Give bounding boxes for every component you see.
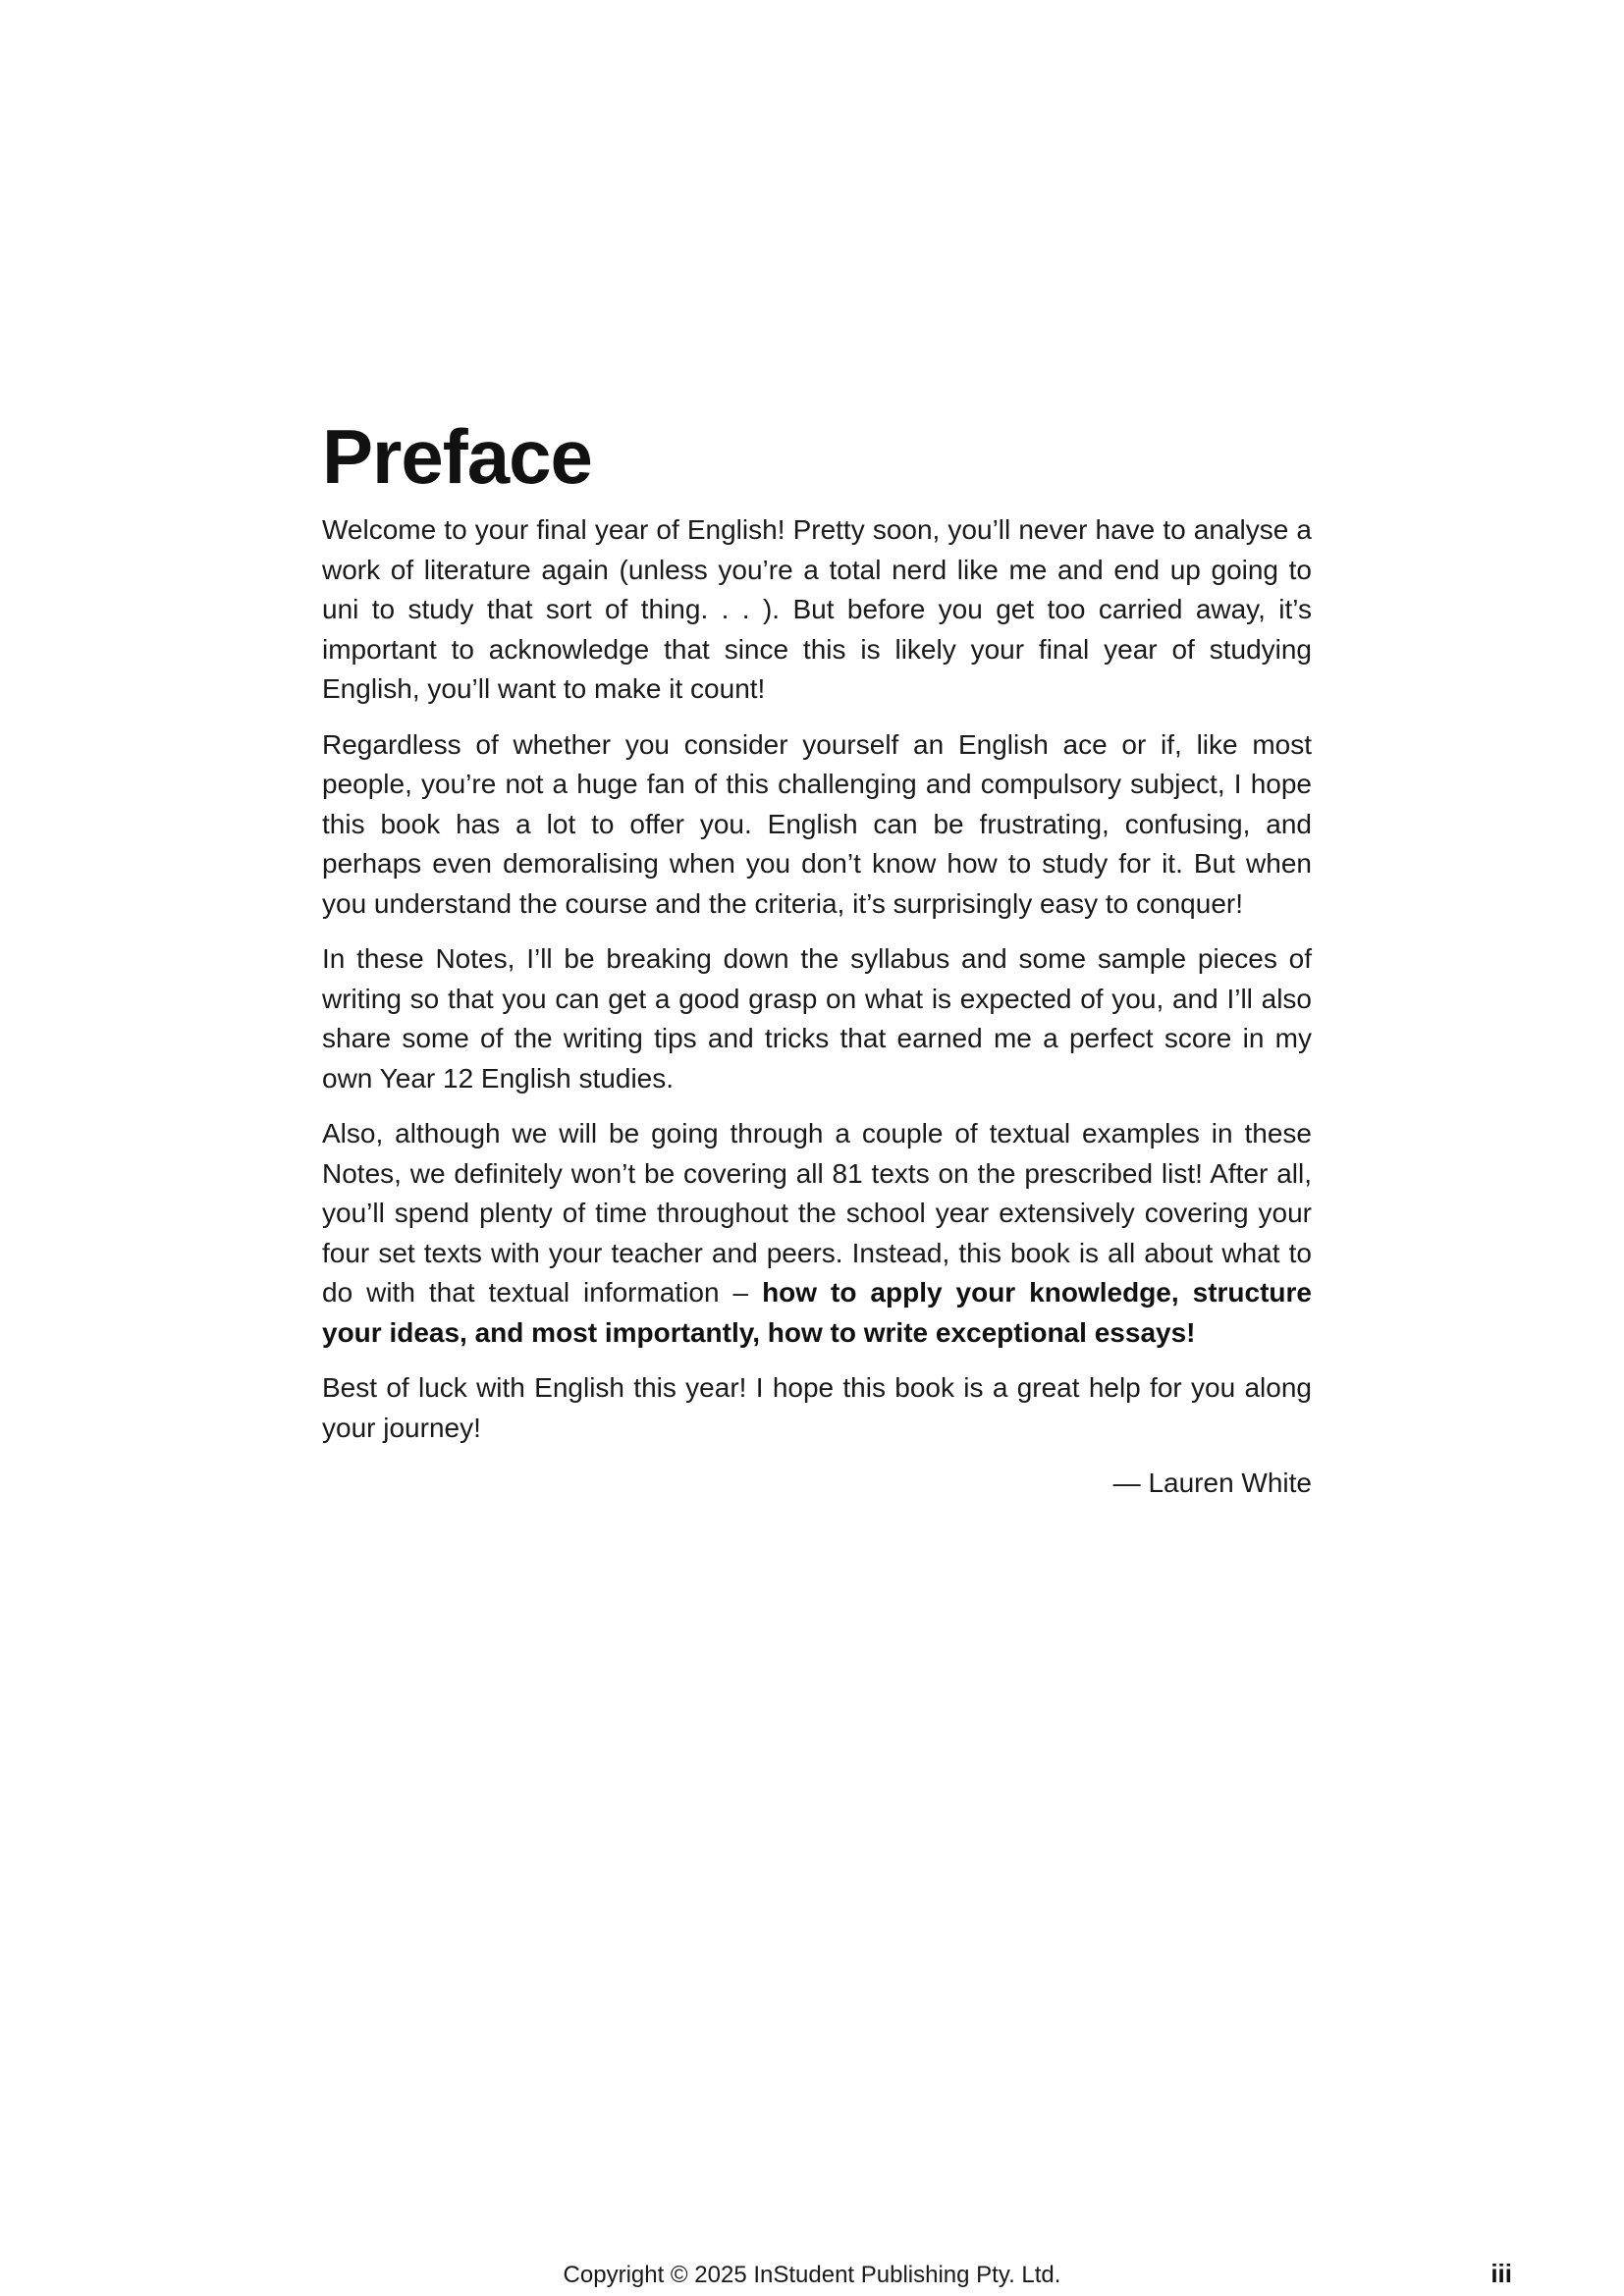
paragraph-5-text: Best of luck with English this year! I hope this book is a great help for you along your journey! <box>322 1372 1312 1443</box>
paragraph-4-text: Also, although we will be going through a couple of textual examples in these Notes, we definitely won’t be covering all 81 texts on the prescribed list! After all, you’ll spend plenty of time throughout the school year extensively covering your four set texts with your teacher and peers. Instead, this book is all about what to do with that textual information – <box>322 1118 1312 1308</box>
page-number: iii <box>1490 2259 1512 2288</box>
paragraph-2-text: Regardless of whether you consider yourself an English ace or if, like most people, you’re not a huge fan of this challenging and compulsory subject, I hope this book has a lot to offer you. English can be frustrating, confusing, and perhaps even demoralising when you don’t know how to study for it. But when you understand the course and the criteria, it’s surprisingly easy to conquer! <box>322 728 1312 919</box>
page-title: Preface <box>322 413 592 500</box>
paragraph-1 <box>322 510 1312 710</box>
preface-section <box>322 412 1312 1504</box>
footer-copyright: Copyright © 2025 InStudent Publishing Pty. Ltd. <box>563 2262 1061 2288</box>
paragraph-5 <box>322 1368 1312 1448</box>
paragraph-4-bold-text: how to apply your knowledge, structure your ideas, and most importantly, how to write exceptional essays! <box>322 1277 1312 1348</box>
author-signature: — Lauren White <box>1112 1468 1312 1498</box>
paragraph-4 <box>322 1114 1312 1353</box>
paragraph-2 <box>322 725 1312 925</box>
paragraph-3 <box>322 939 1312 1098</box>
paragraph-3-text: In these Notes, I’ll be breaking down the syllabus and some sample pieces of writing so that you can get a good grasp on what is expected of you, and I’ll also share some of the writing tips and tricks that earned me a perfect score in my own Year 12 English studies. <box>322 943 1312 1094</box>
paragraph-1-text: Welcome to your final year of English! Pretty soon, you’ll never have to analyse a work of literature again (unless you’re a total nerd like me and end up going to uni to study that sort of thing. . . ). But before you get too carried away, it’s important to acknowledge that since this is likely your final year of studying English, you’ll want to make it count! <box>322 514 1312 704</box>
